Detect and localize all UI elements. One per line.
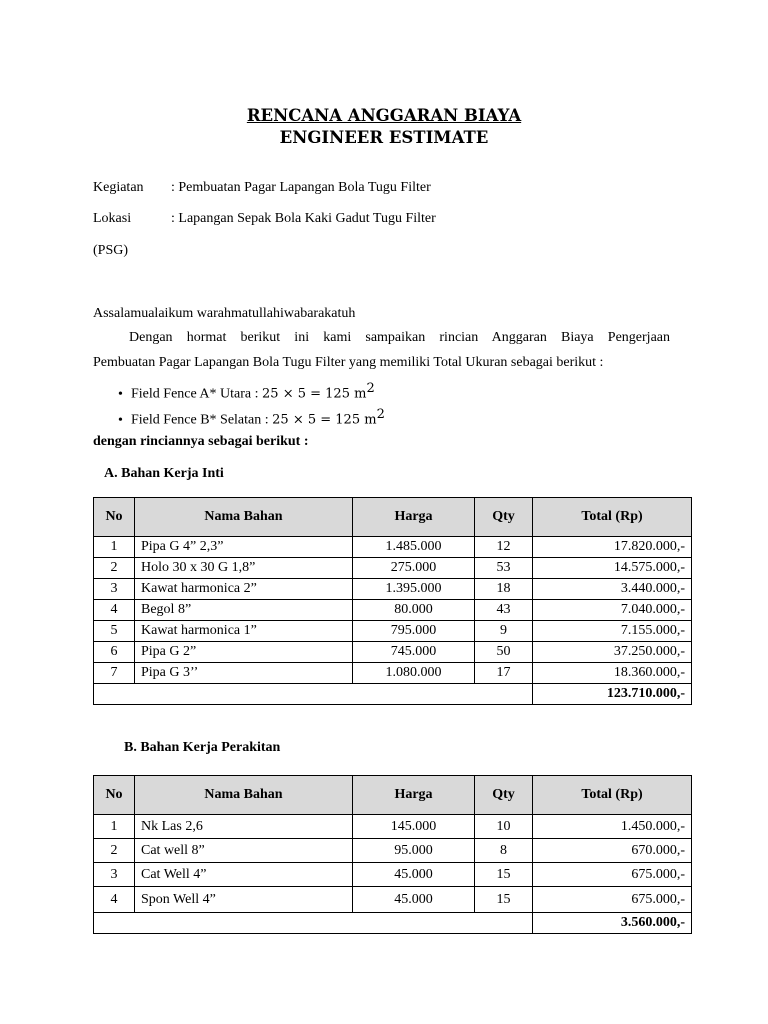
cell-total: 1.450.000,-	[533, 815, 692, 839]
table-row	[94, 863, 692, 887]
cell-qty: 43	[475, 600, 533, 621]
cell-qty: 17	[475, 663, 533, 684]
grand-total-cell: 3.560.000,-	[533, 913, 692, 934]
col-header-harga: Harga	[353, 776, 475, 815]
cell-no: 4	[94, 600, 135, 621]
bullet-exponent: 2	[366, 381, 375, 396]
table-row	[94, 558, 692, 579]
lokasi-continuation: (PSG)	[93, 243, 129, 258]
cell-no: 2	[94, 839, 135, 863]
lokasi-line	[93, 211, 436, 227]
cell-harga: 1.485.000	[353, 537, 475, 558]
kegiatan-line	[93, 180, 431, 196]
col-header-no: No	[94, 776, 135, 815]
cell-qty: 53	[475, 558, 533, 579]
cell-harga: 95.000	[353, 839, 475, 863]
lokasi-value: : Lapangan Sepak Bola Kaki Gadut Tugu Filter	[171, 211, 436, 226]
cell-nama-bahan: Kawat harmonica 2”	[135, 579, 353, 600]
table-header-row	[94, 776, 692, 815]
cell-total: 14.575.000,-	[533, 558, 692, 579]
cell-total: 675.000,-	[533, 887, 692, 913]
cell-nama-bahan: Spon Well 4”	[135, 887, 353, 913]
cell-harga: 275.000	[353, 558, 475, 579]
cell-nama-bahan: Pipa G 3’’	[135, 663, 353, 684]
kegiatan-label: Kegiatan	[93, 180, 144, 195]
cell-nama-bahan: Holo 30 x 30 G 1,8”	[135, 558, 353, 579]
cell-harga: 1.080.000	[353, 663, 475, 684]
total-spacer-cell	[94, 913, 533, 934]
detail-intro: dengan rinciannya sebagai berikut :	[93, 434, 309, 449]
cell-qty: 10	[475, 815, 533, 839]
col-header-qty: Qty	[475, 498, 533, 537]
table-bahan-kerja-inti	[93, 497, 692, 705]
cell-harga: 1.395.000	[353, 579, 475, 600]
cell-total: 675.000,-	[533, 863, 692, 887]
cell-harga: 745.000	[353, 642, 475, 663]
col-header-nama-bahan: Nama Bahan	[135, 776, 353, 815]
document-subtitle: ENGINEER ESTIMATE	[279, 128, 489, 147]
cell-no: 5	[94, 621, 135, 642]
table-row	[94, 839, 692, 863]
cell-harga: 45.000	[353, 863, 475, 887]
col-header-no: No	[94, 498, 135, 537]
cell-no: 1	[94, 537, 135, 558]
bullet-formula: 25 × 5 = 125 m	[262, 386, 367, 402]
bullet-dot-icon: •	[118, 386, 123, 402]
cell-no: 1	[94, 815, 135, 839]
table-row	[94, 579, 692, 600]
lokasi-label: Lokasi	[93, 211, 132, 226]
table-row	[94, 642, 692, 663]
cell-total: 7.040.000,-	[533, 600, 692, 621]
cell-qty: 8	[475, 839, 533, 863]
table-row	[94, 600, 692, 621]
cell-no: 3	[94, 579, 135, 600]
table-row	[94, 537, 692, 558]
cell-qty: 15	[475, 863, 533, 887]
cell-harga: 80.000	[353, 600, 475, 621]
cell-nama-bahan: Kawat harmonica 1”	[135, 621, 353, 642]
cell-qty: 12	[475, 537, 533, 558]
cell-nama-bahan: Cat well 8”	[135, 839, 353, 863]
cell-no: 6	[94, 642, 135, 663]
cell-harga: 145.000	[353, 815, 475, 839]
col-header-nama-bahan: Nama Bahan	[135, 498, 353, 537]
bullet-exponent: 2	[376, 407, 385, 422]
cell-no: 3	[94, 863, 135, 887]
cell-nama-bahan: Cat Well 4”	[135, 863, 353, 887]
document-title: RENCANA ANGGARAN BIAYA	[246, 106, 522, 125]
cell-total: 17.820.000,-	[533, 537, 692, 558]
table-row	[94, 621, 692, 642]
bullet-label: Field Fence B* Selatan :	[131, 412, 273, 428]
grand-total-cell: 123.710.000,-	[533, 684, 692, 705]
cell-nama-bahan: Nk Las 2,6	[135, 815, 353, 839]
cell-nama-bahan: Begol 8”	[135, 600, 353, 621]
table-row	[94, 663, 692, 684]
bullet-formula: 25 × 5 = 125 m	[272, 412, 377, 428]
bullet-item-b	[118, 407, 385, 429]
cell-qty: 50	[475, 642, 533, 663]
kegiatan-value: : Pembuatan Pagar Lapangan Bola Tugu Filter	[171, 180, 431, 195]
cell-nama-bahan: Pipa G 4” 2,3”	[135, 537, 353, 558]
cell-qty: 15	[475, 887, 533, 913]
section-b-heading: B. Bahan Kerja Perakitan	[124, 740, 281, 755]
cell-total: 37.250.000,-	[533, 642, 692, 663]
section-a-heading: A. Bahan Kerja Inti	[104, 466, 224, 481]
col-header-total: Total (Rp)	[533, 776, 692, 815]
cell-total: 7.155.000,-	[533, 621, 692, 642]
table-total-row	[94, 684, 692, 705]
col-header-qty: Qty	[475, 776, 533, 815]
cell-harga: 45.000	[353, 887, 475, 913]
bullet-label: Field Fence A* Utara :	[131, 386, 263, 402]
cell-no: 7	[94, 663, 135, 684]
table-row	[94, 887, 692, 913]
col-header-harga: Harga	[353, 498, 475, 537]
cell-qty: 9	[475, 621, 533, 642]
cell-nama-bahan: Pipa G 2”	[135, 642, 353, 663]
paragraph-line-1: Dengan hormat berikut ini kami sampaikan rincian Anggaran Biaya Pengerjaan	[129, 330, 670, 345]
paragraph-line-2: Pembuatan Pagar Lapangan Bola Tugu Filter yang memiliki Total Ukuran sebagai berikut :	[93, 355, 604, 370]
cell-total: 3.440.000,-	[533, 579, 692, 600]
total-spacer-cell	[94, 684, 533, 705]
cell-harga: 795.000	[353, 621, 475, 642]
bullet-dot-icon: •	[118, 412, 123, 428]
table-bahan-kerja-perakitan	[93, 775, 692, 934]
table-total-row	[94, 913, 692, 934]
table-header-row	[94, 498, 692, 537]
cell-total: 18.360.000,-	[533, 663, 692, 684]
greeting: Assalamualaikum warahmatullahiwabarakatuh	[93, 306, 356, 321]
cell-qty: 18	[475, 579, 533, 600]
col-header-total: Total (Rp)	[533, 498, 692, 537]
cell-no: 4	[94, 887, 135, 913]
table-row	[94, 815, 692, 839]
cell-no: 2	[94, 558, 135, 579]
bullet-item-a	[118, 381, 375, 403]
cell-total: 670.000,-	[533, 839, 692, 863]
